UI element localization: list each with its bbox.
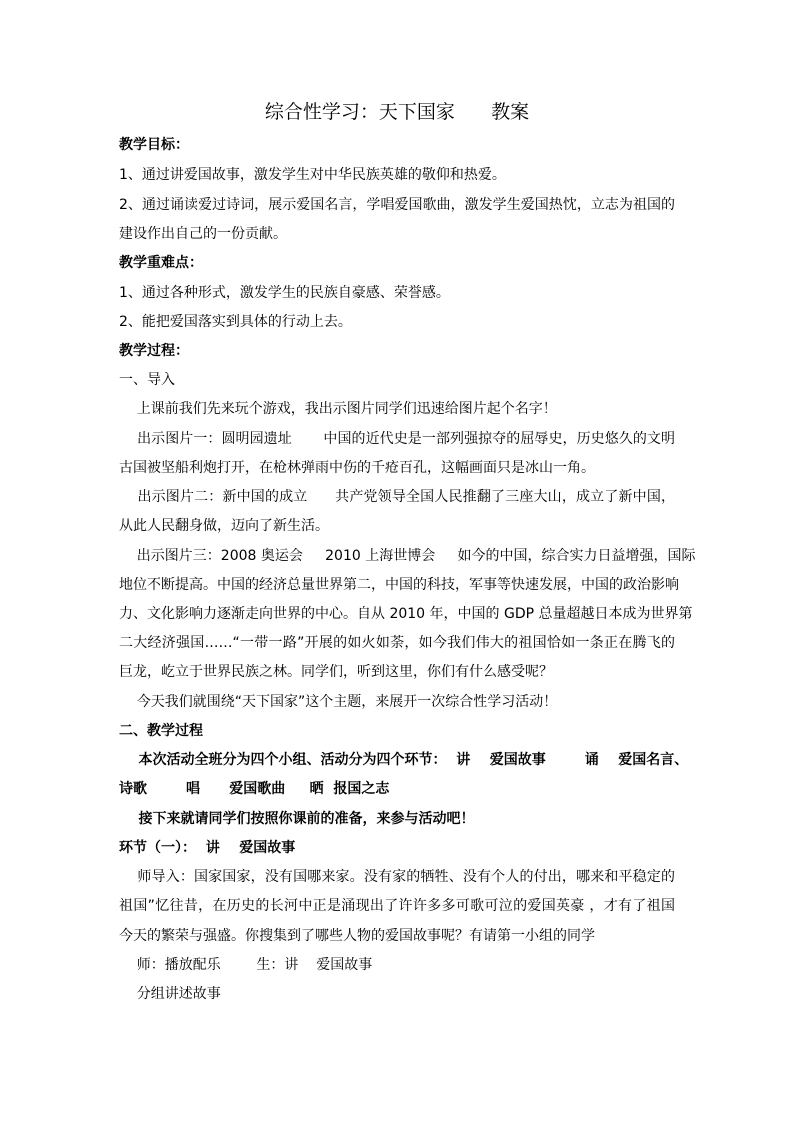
paragraph-line: 2、通过诵读爱过诗词，展示爱国名言，学唱爱国歌曲，激发学生爱国热忱，立志为祖国的 — [119, 197, 675, 213]
paragraph-line: 分组讲述故事 — [119, 986, 221, 1002]
subheading-intro: 一、导入 — [119, 372, 175, 388]
paragraph-line: 今天我们就围绕“天下国家”这个主题，来展开一次综合性学习活动！ — [119, 694, 558, 710]
paragraph-line: 诗歌 唱 爱国歌曲 晒 报国之志 — [119, 781, 390, 797]
paragraph-line: 出示图片二：新中国的成立 共产党领导全国人民推翻了三座大山，成立了新中国， — [119, 489, 675, 505]
paragraph-line: 建设作出自己的一份贡献。 — [119, 226, 287, 242]
paragraph-line: 2、能把爱国落实到具体的行动上去。 — [119, 314, 352, 330]
paragraph-line: 出示图片一：圆明园遗址 中国的近代史是一部列强掠夺的屈辱史，历史悠久的文明 — [119, 431, 675, 447]
paragraph-line: 祖国”忆往昔，在历史的长河中正是涌现出了许许多多可歌可泣的爱国英豪 ，才有了祖国 — [119, 898, 675, 914]
paragraph-line: 师导入：国家国家，没有国哪来家。没有家的牺牲、没有个人的付出，哪来和平稳定的 — [119, 869, 675, 885]
paragraph-line: 1、通过讲爱国故事，激发学生对中华民族英雄的敬仰和热爱。 — [119, 167, 506, 183]
section-heading-process: 教学过程： — [119, 343, 189, 359]
paragraph-line: 巨龙，屹立于世界民族之林。同学们，听到这里，你们有什么感受呢？ — [119, 664, 553, 680]
section-heading-teaching: 二、教学过程 — [119, 723, 203, 739]
section-heading-stage-one: 环节（一）： 讲 爱国故事 — [119, 840, 296, 856]
paragraph-line: 出示图片三：2008 奥运会 2010 上海世博会 如今的中国，综合实力日益增强，国际 — [119, 548, 696, 564]
section-heading-goals: 教学目标： — [119, 137, 189, 153]
paragraph-line: 力、文化影响力逐渐走向世界的中心。自从 2010 年，中国的 GDP 总量超越日本成为世界第 — [119, 606, 693, 622]
paragraph-line: 从此人民翻身做，迈向了新生活。 — [119, 518, 329, 534]
paragraph-line: 地位不断提高。中国的经济总量世界第二，中国的科技，军事等快速发展，中国的政治影响 — [119, 577, 679, 593]
paragraph-line: 接下来就请同学们按照你课前的准备，来参与活动吧！ — [119, 811, 475, 827]
paragraph-line: 二大经济强国……“一带一路”开展的如火如荼，如今我们伟大的祖国恰如一条正在腾飞的 — [119, 635, 675, 651]
paragraph-line: 上课前我们先来玩个游戏，我出示图片同学们迅速给图片起个名字！ — [119, 401, 557, 417]
paragraph-line: 师：播放配乐 生：讲 爱国故事 — [119, 957, 373, 973]
paragraph-line: 1、通过各种形式，激发学生的民族自豪感、荣誉感。 — [119, 285, 450, 301]
paragraph-line: 本次活动全班分为四个小组、活动分为四个环节： 讲 爱国故事 诵 爱国名言、 — [119, 752, 689, 768]
page-title: 综合性学习：天下国家 教案 — [264, 101, 530, 123]
paragraph-line: 今天的繁荣与强盛。你搜集到了哪些人物的爱国故事呢？有请第一小组的同学 — [119, 928, 595, 944]
section-heading-key-points: 教学重难点： — [119, 255, 203, 271]
paragraph-line: 古国被坚船利炮打开，在枪林弹雨中伤的千疮百孔，这幅画面只是冰山一角。 — [119, 460, 595, 476]
